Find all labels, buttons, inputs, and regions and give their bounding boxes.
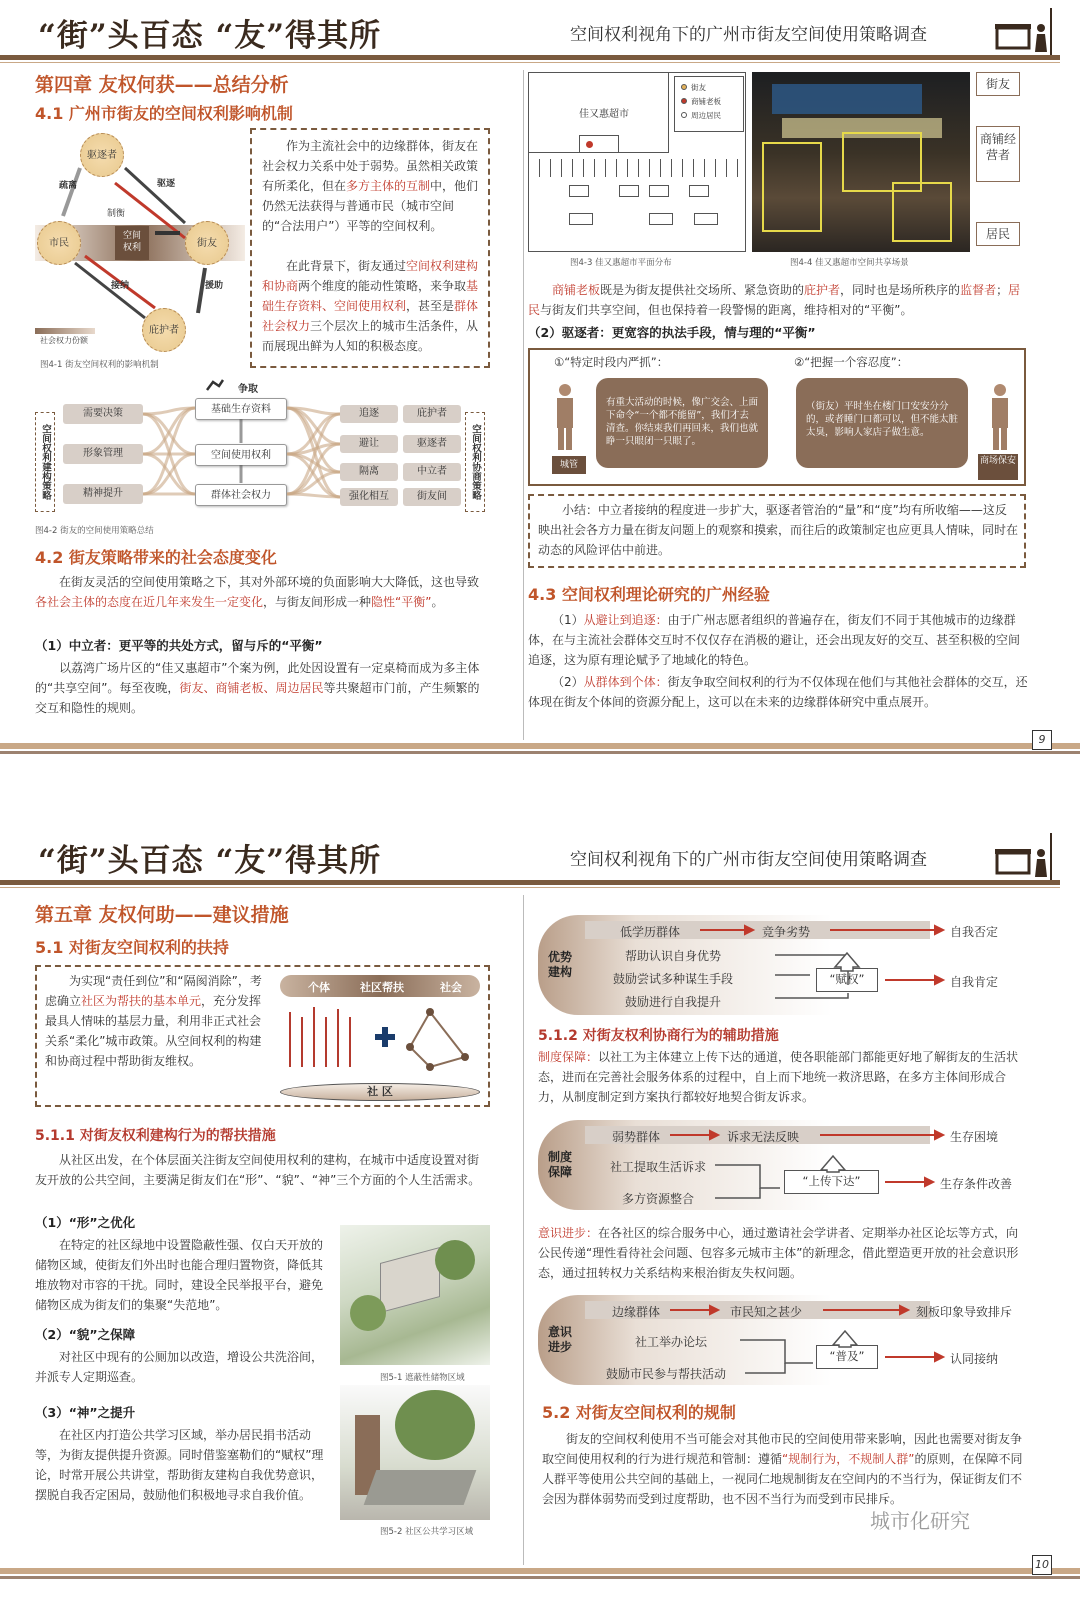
band1-row1c: 自我否定 [950, 925, 999, 939]
section-4-2-title: 4.2 街友策略带来的社会态度变化 [35, 548, 277, 567]
street-scene-photo [752, 72, 970, 252]
tag-shop-owner: 商铺经营者 [976, 126, 1020, 182]
arrow-label-2: 驱逐 [157, 179, 176, 189]
fight-label: 争取 [238, 384, 258, 395]
node-expeller: 驱逐者 [80, 133, 124, 177]
band3-arrows [585, 1295, 1005, 1385]
band1-box: “赋权” [816, 968, 878, 992]
left-strategy-item: 精神提升 [63, 484, 143, 504]
chapter5-title: 第五章 友权何助——建议措施 [35, 904, 289, 926]
right-para: 商铺老板既是为街友提供社交场所、紧急资助的庇护者，同时也是场所秩序的监督者；居民与街友们共享空间，但也保持着一段警惕的距离，维持相对的“平衡”。 [528, 283, 1021, 317]
right-actor-item: 中立者 [403, 463, 461, 481]
right-tactic-item: 隔离 [340, 463, 398, 481]
band1-mid3: 鼓励进行自我提升 [625, 995, 722, 1009]
s51-para: 为实现“责任到位”和“隔阂消除”，考虑确立社区为帮扶的基本单元，充分发挥最具人情味的基层力量，利用非正式社会关系“柔化”城市政策。从空间权利的构建和协商过程中帮助街友维权。 [45, 974, 262, 1068]
right-tactic-item: 追逐 [340, 405, 398, 423]
street-vendor-icon [995, 8, 1055, 58]
node-space-rights: 空间 权利 [115, 226, 149, 260]
fig44-caption: 图4-4 佳又惠超市空间共享场景 [790, 258, 909, 268]
street-vendor-icon-2 [995, 833, 1055, 883]
band3-row1c: 刻板印象导致排斥 [916, 1305, 1013, 1319]
page-number-10: 10 [1032, 1555, 1052, 1575]
s52-para: 街友的空间权利使用不当可能会对其他市民的空间使用带来影响，因此也需要对街友争取空间使用权利的行为进行规范和管制：遵循“规制行为，不规制人群”的原则，在保障不同人群平等使用公共空间的基础上，一视同仁地规制街友在空间内的不当行为，保证街友们不会因为群体弱势而受到过度帮助，也不因不当行为而受到市民排斥。 [542, 1432, 1023, 1506]
node-street-friend: 街友 [185, 221, 229, 265]
right-tactic-item: 避让 [340, 435, 398, 453]
power-share-label: 社会权力份额 [40, 336, 88, 345]
plan-legend: 街友 商铺老板 周边居民 [674, 76, 744, 132]
fig43-caption: 图4-3 佳又惠超市平面分布 [570, 258, 672, 268]
xing-para: 在特定的社区绿地中设置隐蔽性强、仅白天开放的储物区域，使街友们外出时也能合理归置物资，降低其堆放物对市容的干扰。同时，建设全民举报平台，避免储物区成为街友们的集聚“失范地”。 [35, 1238, 324, 1312]
watermark: 城市化研究 [870, 1509, 970, 1533]
fig51-caption: 图5-1 遮蔽性储物区域 [380, 1373, 465, 1383]
s512-para1: 制度保障：以社工为主体建立上传下达的通道，使各职能部门都能更好地了解街友的生活状态，进而在完善社会服务体系的过程中，自上而下地统一救济思路，在多方主体间形成合力，从制度制定到方案执行都较好地契合街友诉求。 [538, 1050, 1019, 1104]
band3-row1b: 市民知之甚少 [730, 1305, 803, 1319]
section-5-1-title: 5.1 对街友空间权利的扶持 [35, 938, 229, 957]
tag-street-friend: 街友 [976, 72, 1020, 96]
quote1-text: 有重大活动的时候，像广交会、上面下命令“一个都不能留”，我们才去清查。你结束我们再回来，我们也就睁一只眼闭一只眼了。 [596, 378, 768, 468]
band1-label: 优势 建构 [548, 950, 573, 979]
node-citizen: 市民 [37, 221, 81, 265]
band3-mid2: 鼓励市民参与帮扶活动 [606, 1367, 727, 1381]
mechanism-diagram [35, 128, 245, 358]
security-guard-icon [985, 382, 1015, 452]
header-title-2: 空间权利视角下的广州市街友空间使用策略调查 [570, 850, 927, 870]
band2-row1: 弱势群体 [612, 1130, 661, 1144]
learning-area-render [340, 1385, 490, 1520]
label-balance: 制衡 [107, 209, 126, 219]
fig41-caption: 图4-1 街友空间权利的影响机制 [40, 360, 159, 370]
label-society: 社会 [440, 981, 462, 994]
store-plan [528, 72, 746, 252]
band3-label: 意识 进步 [548, 1325, 573, 1354]
band2-arrows [585, 1120, 1005, 1210]
strategy-flows [35, 372, 490, 522]
left-strategy-item: 形象管理 [63, 444, 143, 464]
section-4-1-title: 4.1 广州市街友的空间权利影响机制 [35, 104, 293, 123]
s43-para1: （1）从避让到追逐：由于广州志愿者组织的普遍存在，街友们不同于其他城市的边缘群体，在与主流社会群体交互时不仅仅存在消极的避让，还会出现友好的交互、甚至积极的空间追逐，这为原有理论赋予了地域化的特色。 [528, 613, 1021, 667]
tag-resident: 居民 [976, 222, 1020, 246]
shen-title: （3）“神”之提升 [35, 1405, 136, 1420]
community-base: 社 区 [280, 1083, 480, 1101]
label-community-help: 社区帮扶 [360, 981, 404, 994]
band2-box: “上传下达” [784, 1170, 879, 1194]
s43-para2: （2）从群体到个体：街友争取空间权利的行为不仅体现在他们与其他社会群体的交互，还体现在街友个体间的资源分配上，这可以在未来的边缘群体研究中重点展开。 [528, 675, 1028, 709]
right-actor-item: 街友间 [403, 488, 461, 506]
left-strategy-title: 空间权利建构策略 [35, 412, 55, 512]
s41-para1: 作为主流社会中的边缘群体，街友在社会权力关系中处于弱势。虽然相关政策有所柔化，但在多方主体的互制中，他们仍然无法获得与普通市民（城市空间的“合法用户”）平等的空间权利。 [262, 139, 479, 233]
band1-row1: 低学历群体 [620, 925, 681, 939]
quote2-title: ②“把握一个容忍度”： [794, 355, 909, 369]
band3-mid1: 社工举办论坛 [635, 1335, 708, 1349]
band2-mid2: 多方资源整合 [622, 1192, 695, 1206]
center-level-item: 空间使用权利 [195, 444, 287, 466]
label-individual: 个体 [308, 981, 330, 994]
strategy-diagram [35, 372, 490, 522]
section-5-1-1-title: 5.1.1 对街友权利建构行为的帮扶措施 [35, 1128, 276, 1144]
page-10 [0, 825, 1080, 1610]
fig52-caption: 图5-2 社区公共学习区域 [380, 1527, 474, 1537]
section-4-3-title: 4.3 空间权利理论研究的广州经验 [528, 585, 770, 604]
shen-para: 在社区内打造公共学习区域，举办居民捐书活动等，为街友提供提升资源。同时借鉴塞勒们的“赋权”理论，时常开展公共讲堂，帮助街友建构自我优势意识，摆脱自我否定困局，鼓励他们积极地寻求自我价值。 [35, 1428, 324, 1502]
mechanism-arrows [35, 128, 245, 358]
band1-row1b: 竞争劣势 [762, 925, 811, 939]
band2-row1b: 诉求无法反映 [727, 1130, 800, 1144]
band2-mid1: 社工提取生活诉求 [610, 1160, 707, 1174]
band2-out: 生存条件改善 [940, 1177, 1013, 1191]
mao-para: 对社区中现有的公厕加以改造，增设公共洗浴间，并派专人定期巡查。 [35, 1350, 324, 1384]
header-logo-2: “街”头百态 “友”得其所 [38, 843, 382, 879]
left-strategy-item: 需要决策 [63, 404, 143, 424]
quote1-title: ①“特定时段内严抓”： [554, 355, 669, 369]
xing-title: （1）“形”之优化 [35, 1215, 136, 1230]
section-5-1-2-title: 5.1.2 对街友权利协商行为的辅助措施 [538, 1028, 779, 1044]
arrow-label-3: 接纳 [111, 281, 130, 291]
quote1-person: 城管 [552, 456, 586, 474]
s42-para: 在街友灵活的空间使用策略之下，其对外部环境的负面影响大大降低，这也导致各社会主体的态度在近几年来发生一定变化，与街友间形成一种隐性“平衡”。 [35, 575, 480, 609]
s41-para2: 在此背景下，街友通过空间权利建构和协商两个维度的能动性策略，来争取基础生存资料、空间使用权利，甚至是群体社会权力三个层次上的城市生活条件，从而展现出鲜为人知的积极态度。 [262, 259, 479, 353]
arrow-label-1: 疏离 [59, 181, 78, 191]
band3-box: “普及” [816, 1345, 878, 1369]
right-tactic-item: 强化相互 [340, 488, 398, 506]
urban-officer-icon [550, 382, 580, 452]
section-5-2-title: 5.2 对街友空间权利的规制 [542, 1403, 736, 1422]
s42-sub1-para: 以荔湾广场片区的“佳又惠超市”个案为例，此处因设置有一定桌椅而成为多主体的“共享空间”。每至夜晚，街友、商铺老板、周边居民等共聚超市门前，产生频繁的交互和隐性的规则。 [35, 661, 480, 715]
chapter-title: 第四章 友权何获——总结分析 [35, 74, 289, 96]
mao-title: （2）“貌”之保障 [35, 1327, 136, 1342]
band2-label: 制度 保障 [548, 1150, 573, 1179]
band1-mid1: 帮助认识自身优势 [625, 949, 722, 963]
band2-row1c: 生存困境 [950, 1130, 999, 1144]
band1-arrows [585, 915, 1005, 1015]
page-9 [0, 0, 1080, 785]
right-actor-item: 庇护者 [403, 405, 461, 423]
right-actor-item: 驱逐者 [403, 435, 461, 453]
quote2-text: （街友）平时坐在楼门口安安分分的，或者睡门口都可以，但不能太脏太臭，影响人家店子做生意。 [796, 378, 968, 468]
s511-para: 从社区出发，在个体层面关注街友空间使用权利的建构，在城市中适度设置对街友开放的公共空间，主要满足街友们在“形”、“貌”、“神”三个方面的个人生活需求。 [35, 1153, 481, 1187]
arrow-label-4: 援助 [205, 281, 224, 291]
storage-area-render [340, 1225, 490, 1365]
right-strategy-title: 空间权利协商策略 [465, 412, 485, 512]
page-number-9: 9 [1032, 730, 1052, 750]
quote-panel [528, 348, 1026, 486]
band3-out: 认同接纳 [950, 1352, 999, 1366]
s42-sub1-title: （1）中立者：更平等的共处方式，留与斥的“平衡” [35, 638, 323, 653]
community-diagram [280, 975, 480, 1100]
quote2-person: 商场保安 [978, 454, 1018, 480]
center-level-item: 群体社会权力 [195, 484, 287, 506]
node-protector: 庇护者 [142, 308, 186, 352]
band3-row1: 边缘群体 [612, 1305, 661, 1319]
center-level-item: 基础生存资料 [195, 398, 287, 420]
s512-para2: 意识进步：在各社区的综合服务中心，通过邀请社会学讲者、定期举办社区论坛等方式，向公民传递“理性看待社会问题、包容多元城市主体”的新理念，借此塑造更开放的社会意识形态，通过扭转权力关系结构来根治街友失权问题。 [538, 1226, 1019, 1280]
band1-out: 自我肯定 [950, 975, 999, 989]
band1-mid2: 鼓励尝试多种谋生手段 [613, 972, 734, 986]
header-title: 空间权利视角下的广州市街友空间使用策略调查 [570, 25, 927, 45]
community-arrows [280, 997, 480, 1087]
summary-text: 小结：中立者接纳的程度进一步扩大，驱逐者管治的“量”和“度”均有所收缩——这反映出社会各方力量在街友问题上的观察和摸索，而往后的政策制定也应更具人情味，同时在动态的风险评估中前进。 [538, 503, 1019, 557]
s42-sub2-title: （2）驱逐者：更宽容的执法手段，情与理的“平衡” [528, 325, 816, 340]
store-name: 佳又惠超市 [579, 109, 629, 120]
fig42-caption: 图4-2 街友的空间使用策略总结 [35, 526, 154, 536]
header-logo: “街”头百态 “友”得其所 [38, 18, 382, 54]
